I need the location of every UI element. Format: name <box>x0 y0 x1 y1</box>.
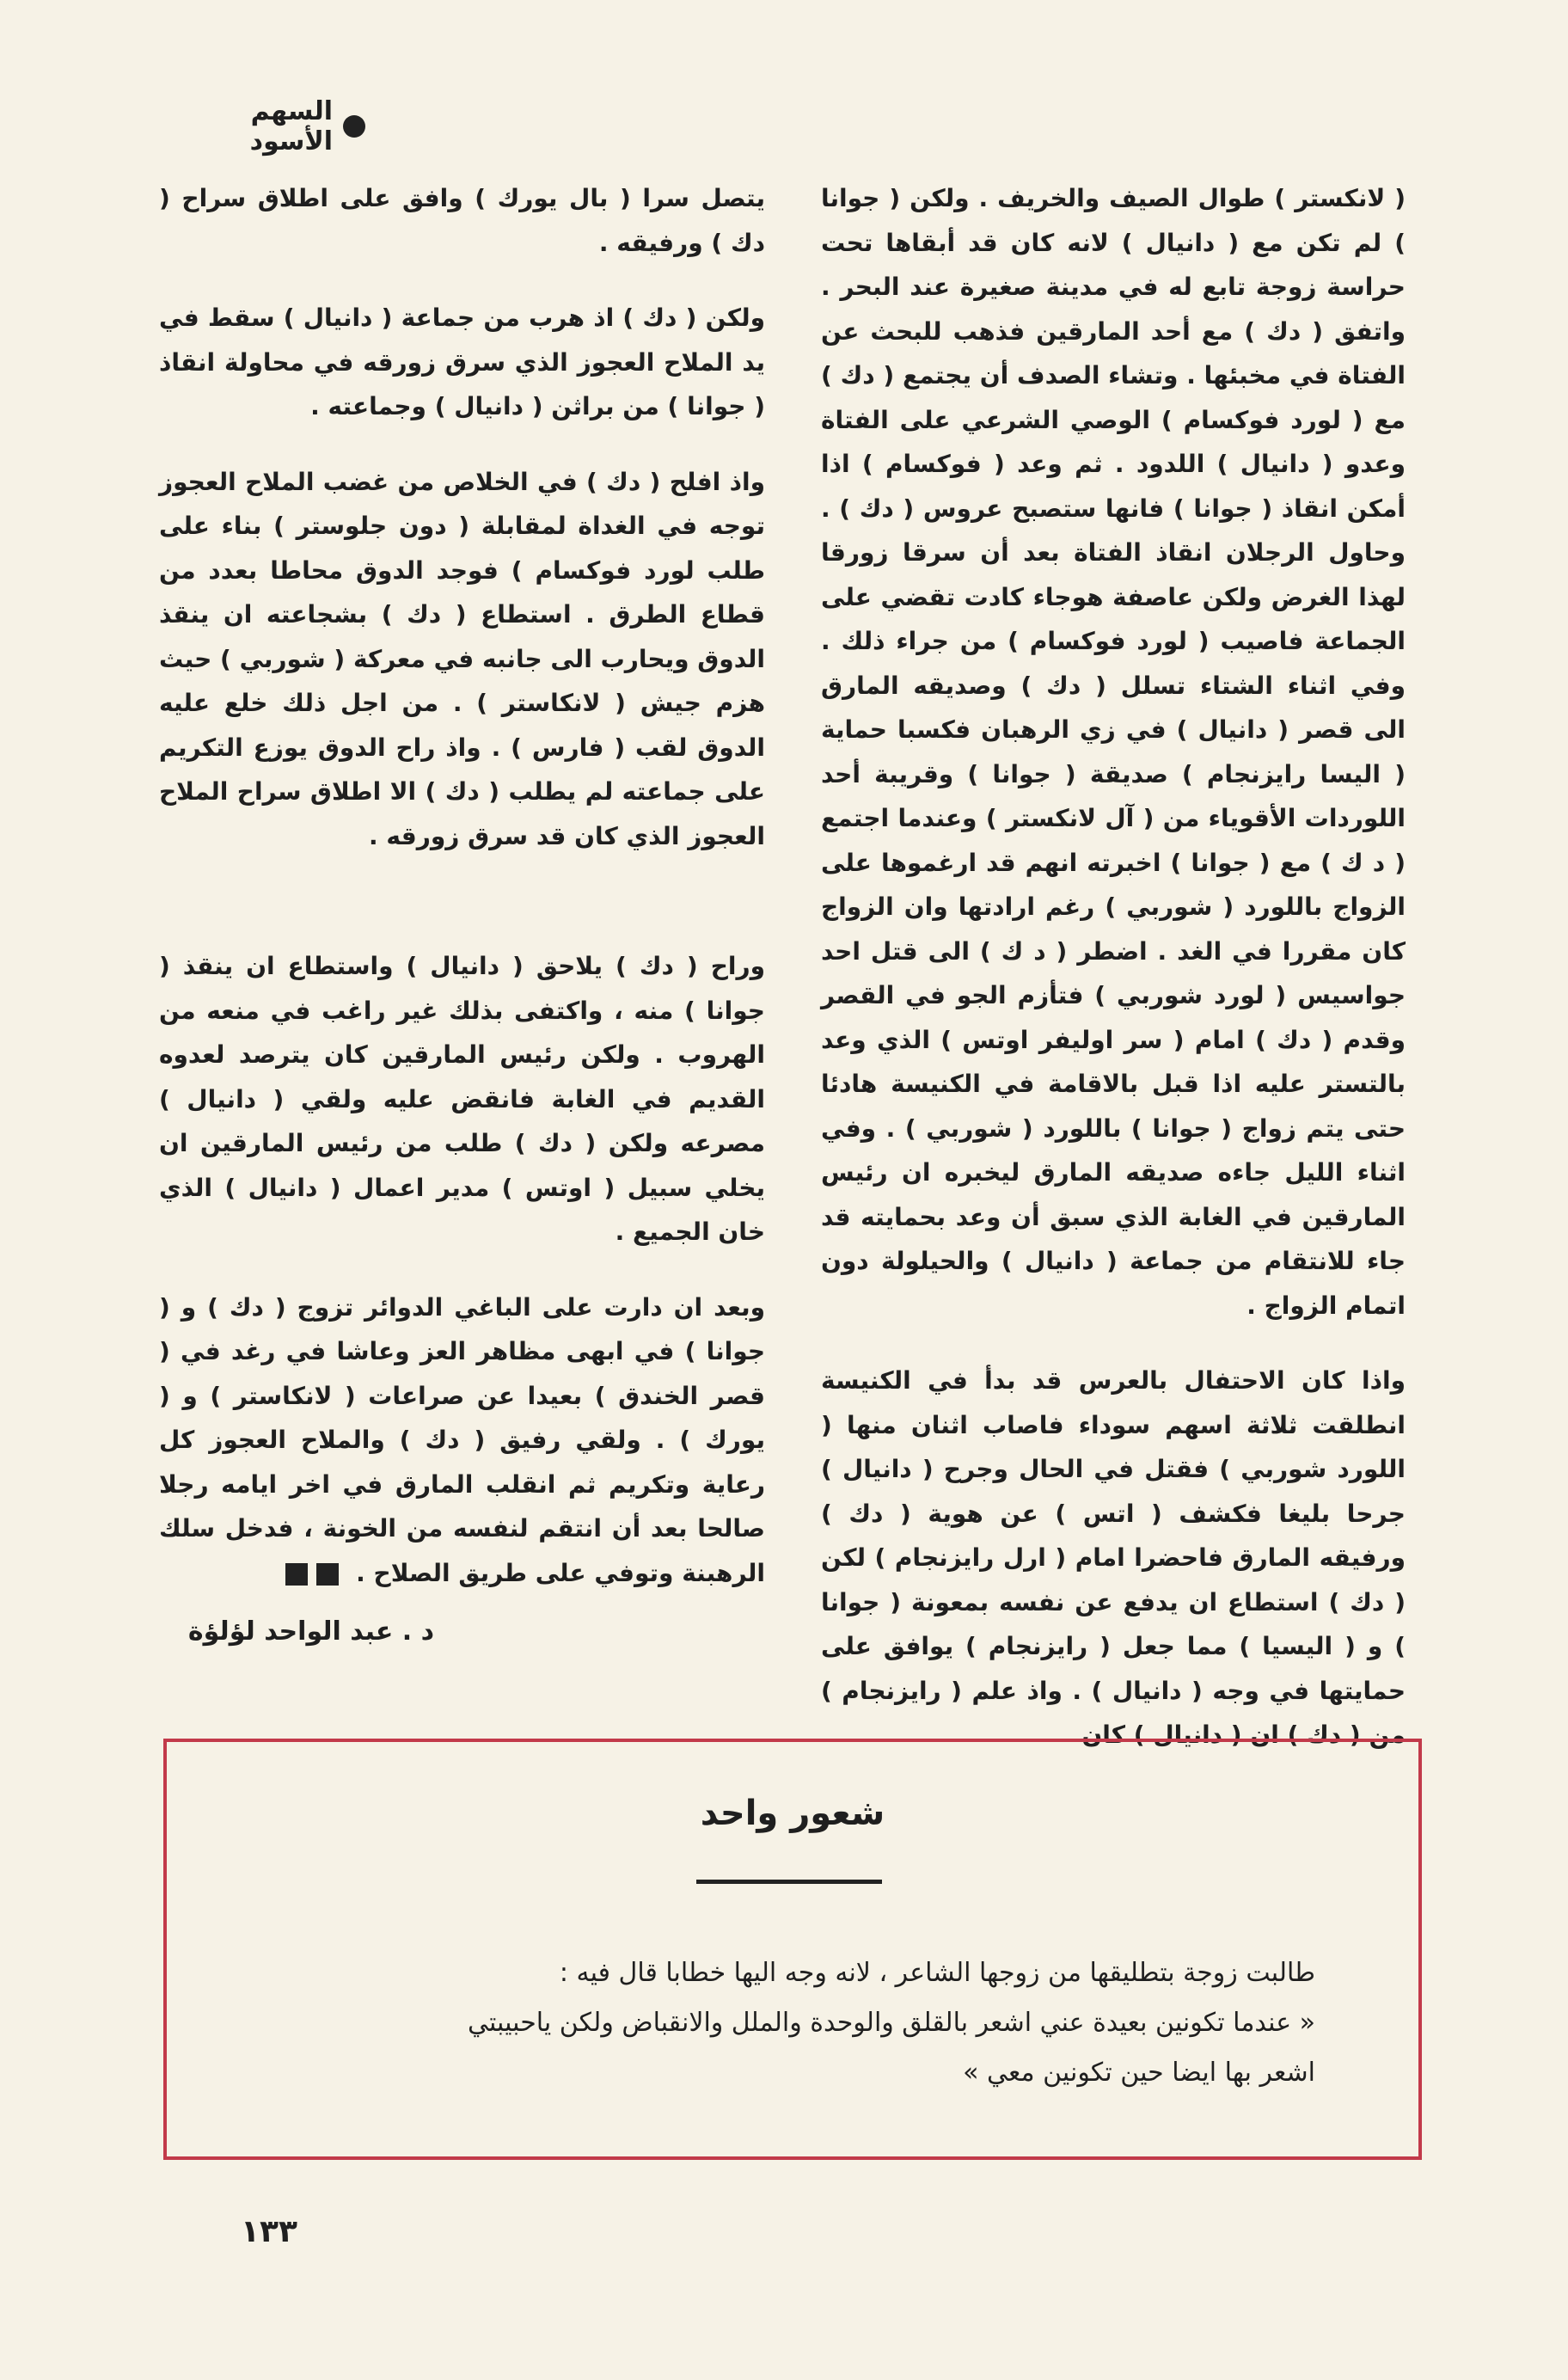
end-mark-icon <box>285 1563 339 1586</box>
bullet-icon <box>343 115 365 138</box>
paragraph <box>159 1285 765 1596</box>
page-number: ١٣٣ <box>241 2214 297 2249</box>
section-header <box>159 96 365 156</box>
paragraph-text: وبعد ان دارت على الباغي الدوائر تزوج ( دك ) و ( جوانا ) في ابهى مظاهر العز وعاشا في رغد في ( قصر الخندق ) بعيدا عن صراعات ( لانكاستر ) و ( يورك ) . ولقي رفيق ( دك ) والملاح العجوز كل رعاية وتكريم ثم انقلب المارق في اخر ايامه رجلا صالحا بعد أن انتقم لنفسه من الخونة ، فدخل سلك الرهبنة وتوفي على طريق الصلاح . <box>159 1292 765 1587</box>
right-column <box>821 176 1406 1788</box>
box-line: « عندما تكونين بعيدة عني اشعر بالقلق والوحدة والملل والانقباض ولكن ياحبيبتي <box>467 2008 1315 2038</box>
box-title: شعور واحد <box>700 1794 885 1833</box>
title-underline <box>696 1880 882 1884</box>
paragraph: وراح ( دك ) يلاحق ( دانيال ) واستطاع ان ينقذ ( جوانا ) منه ، واكتفى بذلك غير راغب في منعه من الهروب . ولكن رئيس المارقين كان يترصد لعدوه القديم في الغابة فانقض عليه ولقي ( دانيال ) مصرعه ولكن ( دك ) طلب من رئيس المارقين ان يخلي سبيل ( اوتس ) مدير اعمال ( دانيال ) الذي خان الجميع . <box>159 952 765 1246</box>
boxed-anecdote <box>163 1739 1422 2160</box>
paragraph: يتصل سرا ( بال يورك ) وافق على اطلاق سراح ( دك ) ورفيقه . <box>159 184 765 257</box>
column-gap <box>159 889 765 944</box>
section-title: السهم الأسود <box>249 96 333 156</box>
author-signature: د . عبد الواحد لؤلؤة <box>187 1616 434 1647</box>
paragraph: واذا كان الاحتفال بالعرس قد بدأ في الكنيسة انطلقت ثلاثة اسهم سوداء فاصاب اثنان منها ( اللورد شوربي ) فقتل في الحال وجرح ( دانيال ) جرحا بليغا فكشف ( اتس ) عن هوية ( دك ) ورفيقه المارق فاحضرا امام ( ارل رايزنجام ) لكن ( دك ) استطاع ان يدفع عن نفسه بمعونة ( جوانا ) و ( اليسيا ) مما جعل ( رايزنجام ) يوافق على حمايتها في وجه ( دانيال ) . واذ علم ( رايزنجام ) من ( دك ) ان ( دانيال ) كان <box>821 1366 1406 1749</box>
paragraph: ولكن ( دك ) اذ هرب من جماعة ( دانيال ) سقط في يد الملاح العجوز الذي سرق زورقه في محاولة انقاذ ( جوانا ) من براثن ( دانيال ) وجماعته . <box>159 304 765 420</box>
left-column <box>159 176 765 1626</box>
paragraph: ( لانكستر ) طوال الصيف والخريف . ولكن ( جوانا ) لم تكن مع ( دانيال ) لانه كان قد أبقاها تحت حراسة زوجة تابع له في مدينة صغيرة عند البحر . واتفق ( دك ) مع أحد المارقين فذهب للبحث عن الفتاة في مخبئها . وتشاء الصدف أن يجتمع ( دك ) مع ( لورد فوكسام ) الوصي الشرعي على الفتاة وعدو ( دانيال ) اللدود . ثم وعد ( فوكسام ) اذا أمكن انقاذ ( جوانا ) فانها ستصبح عروس ( دك ) . وحاول الرجلان انقاذ الفتاة بعد أن سرقا زورقا لهذا الغرض ولكن عاصفة هوجاء كادت تقضي على الجماعة فاصيب ( لورد فوكسام ) من جراء ذلك . وفي اثناء الشتاء تسلل ( دك ) وصديقه المارق الى قصر ( دانيال ) في زي الرهبان فكسبا حماية ( اليسا رايزنجام ) صديقة ( جوانا ) وقريبة أحد اللوردات الأقوياء من ( آل لانكستر ) وعندما اجتمع ( د ك ) مع ( جوانا ) اخبرته انهم قد ارغموها على الزواج باللورد ( شوربي ) رغم ارادتها وان الزواج كان مقررا في الغد . اضطر ( د ك ) الى قتل احد جواسيس ( لورد شوربي ) فتأزم الجو في القصر وقدم ( دك ) امام ( سر اوليفر اوتس ) الذي وعد بالتستر عليه اذا قبل بالاقامة في الكنيسة هادئا حتى يتم زواج ( جوانا ) باللورد ( شوربي ) . وفي اثناء الليل جاءه صديقه المارق ليخبره ان رئيس المارقين في الغابة الذي سبق أن وعد بحمايته قد جاء للانتقام من جماعة ( دانيال ) والحيلولة دون اتمام الزواج . <box>821 184 1406 1320</box>
box-line: طالبت زوجة بتطليقها من زوجها الشاعر ، لانه وجه اليها خطابا قال فيه : <box>559 1958 1315 1988</box>
box-line: اشعر بها ايضا حين تكونين معي » <box>963 2058 1315 2088</box>
box-text <box>347 1948 1315 2098</box>
paragraph: واذ افلح ( دك ) في الخلاص من غضب الملاح العجوز توجه في الغداة لمقابلة ( دون جلوستر ) بناء على طلب لورد فوكسام ) فوجد الدوق محاطا بعدد من قطاع الطرق . استطاع ( دك ) بشجاعته ان ينقذ الدوق ويحارب الى جانبه في معركة ( شوربي ) حيث هزم جيش ( لانكاستر ) . من اجل ذلك خلع عليه الدوق لقب ( فارس ) . واذ راح الدوق يوزع التكريم على جماعته لم يطلب ( دك ) الا اطلاق سراح الملاح العجوز الذي كان قد سرق زورقه . <box>159 467 765 850</box>
